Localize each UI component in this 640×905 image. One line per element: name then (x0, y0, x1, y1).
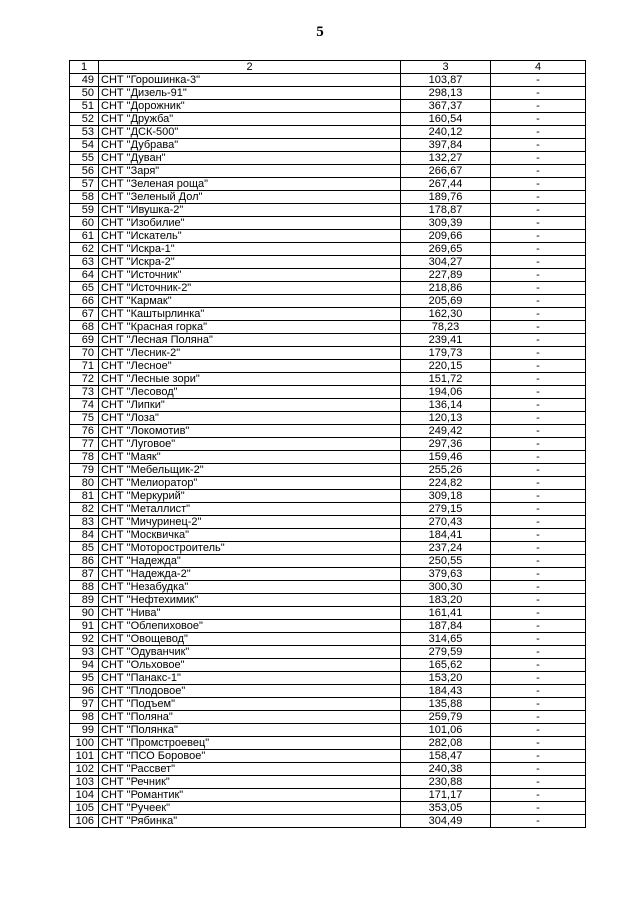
column-4-value: - (491, 139, 586, 152)
table-row (70, 399, 586, 412)
row-number: 73 (70, 386, 99, 399)
column-4-value: - (491, 568, 586, 581)
area-value: 159,46 (401, 451, 491, 464)
snt-name: СНТ "Рябинка" (99, 815, 401, 828)
area-value: 304,49 (401, 815, 491, 828)
row-number: 65 (70, 282, 99, 295)
table-row (70, 750, 586, 763)
column-4-value: - (491, 607, 586, 620)
row-number: 106 (70, 815, 99, 828)
table-row (70, 373, 586, 386)
area-value: 205,69 (401, 295, 491, 308)
column-4-value: - (491, 464, 586, 477)
column-4-value: - (491, 295, 586, 308)
table-row (70, 308, 586, 321)
table-row (70, 451, 586, 464)
table-row (70, 490, 586, 503)
area-value: 237,24 (401, 542, 491, 555)
snt-name: СНТ "Лесные зори" (99, 373, 401, 386)
row-number: 97 (70, 698, 99, 711)
table-row (70, 334, 586, 347)
table-row (70, 776, 586, 789)
column-4-value: - (491, 347, 586, 360)
snt-name: СНТ "Источник" (99, 269, 401, 282)
column-4-value: - (491, 425, 586, 438)
column-4-value: - (491, 438, 586, 451)
area-value: 304,27 (401, 256, 491, 269)
area-value: 153,20 (401, 672, 491, 685)
row-number: 77 (70, 438, 99, 451)
row-number: 59 (70, 204, 99, 217)
snt-name: СНТ "Дуван" (99, 152, 401, 165)
area-value: 309,39 (401, 217, 491, 230)
area-value: 183,20 (401, 594, 491, 607)
row-number: 84 (70, 529, 99, 542)
snt-name: СНТ "Ольховое" (99, 659, 401, 672)
table-row (70, 321, 586, 334)
table-row (70, 87, 586, 100)
area-value: 227,89 (401, 269, 491, 282)
snt-name: СНТ "Заря" (99, 165, 401, 178)
table-row (70, 191, 586, 204)
area-value: 160,54 (401, 113, 491, 126)
area-value: 135,88 (401, 698, 491, 711)
area-value: 309,18 (401, 490, 491, 503)
row-number: 93 (70, 646, 99, 659)
column-4-value: - (491, 204, 586, 217)
table-row (70, 763, 586, 776)
column-4-value: - (491, 126, 586, 139)
snt-name: СНТ "Надежда-2" (99, 568, 401, 581)
area-value: 187,84 (401, 620, 491, 633)
row-number: 75 (70, 412, 99, 425)
column-4-value: - (491, 815, 586, 828)
row-number: 99 (70, 724, 99, 737)
table-row (70, 503, 586, 516)
area-value: 209,66 (401, 230, 491, 243)
row-number: 79 (70, 464, 99, 477)
snt-name: СНТ "Источник-2" (99, 282, 401, 295)
column-4-value: - (491, 412, 586, 425)
area-value: 230,88 (401, 776, 491, 789)
column-4-value: - (491, 256, 586, 269)
area-value: 397,84 (401, 139, 491, 152)
column-4-value: - (491, 321, 586, 334)
snt-name: СНТ "Мелиоратор" (99, 477, 401, 490)
column-4-value: - (491, 763, 586, 776)
row-number: 89 (70, 594, 99, 607)
snt-name: СНТ "Лесник-2" (99, 347, 401, 360)
table-row (70, 516, 586, 529)
table-row (70, 386, 586, 399)
area-value: 165,62 (401, 659, 491, 672)
column-4-value: - (491, 594, 586, 607)
row-number: 49 (70, 74, 99, 87)
snt-name: СНТ "Красная горка" (99, 321, 401, 334)
snt-name: СНТ "Ивушка-2" (99, 204, 401, 217)
snt-name: СНТ "Речник" (99, 776, 401, 789)
row-number: 52 (70, 113, 99, 126)
area-value: 270,43 (401, 516, 491, 529)
snt-name: СНТ "Подъем" (99, 698, 401, 711)
snt-name: СНТ "Меркурий" (99, 490, 401, 503)
column-4-value: - (491, 308, 586, 321)
snt-name: СНТ "Дружба" (99, 113, 401, 126)
snt-name: СНТ "Липки" (99, 399, 401, 412)
snt-name: СНТ "Промстроевец" (99, 737, 401, 750)
row-number: 74 (70, 399, 99, 412)
table-row (70, 672, 586, 685)
row-number: 90 (70, 607, 99, 620)
header-row (70, 61, 586, 74)
row-number: 80 (70, 477, 99, 490)
column-4-value: - (491, 698, 586, 711)
column-4-value: - (491, 217, 586, 230)
area-value: 314,65 (401, 633, 491, 646)
row-number: 56 (70, 165, 99, 178)
row-number: 66 (70, 295, 99, 308)
column-4-value: - (491, 737, 586, 750)
snt-name: СНТ "Овощевод" (99, 633, 401, 646)
table-row (70, 620, 586, 633)
column-4-value: - (491, 282, 586, 295)
snt-name: СНТ "Лесовод" (99, 386, 401, 399)
snt-name: СНТ "Металлист" (99, 503, 401, 516)
snt-name: СНТ "Ручеек" (99, 802, 401, 815)
area-value: 259,79 (401, 711, 491, 724)
table-row (70, 230, 586, 243)
table-row (70, 204, 586, 217)
snt-name: СНТ "Лесная Поляна" (99, 334, 401, 347)
area-value: 379,63 (401, 568, 491, 581)
table-row (70, 269, 586, 282)
area-value: 178,87 (401, 204, 491, 217)
snt-name: СНТ "Плодовое" (99, 685, 401, 698)
snt-name: СНТ "ДСК-500" (99, 126, 401, 139)
area-value: 194,06 (401, 386, 491, 399)
area-value: 132,27 (401, 152, 491, 165)
snt-name: СНТ "Изобилие" (99, 217, 401, 230)
row-number: 72 (70, 373, 99, 386)
row-number: 51 (70, 100, 99, 113)
table-row (70, 633, 586, 646)
row-number: 67 (70, 308, 99, 321)
table-row (70, 165, 586, 178)
area-value: 279,15 (401, 503, 491, 516)
column-4-value: - (491, 581, 586, 594)
area-value: 171,17 (401, 789, 491, 802)
table-row (70, 438, 586, 451)
snt-name: СНТ "Каштырлинка" (99, 308, 401, 321)
area-value: 255,26 (401, 464, 491, 477)
area-value: 158,47 (401, 750, 491, 763)
column-4-value: - (491, 555, 586, 568)
table-row (70, 737, 586, 750)
area-value: 78,23 (401, 321, 491, 334)
table-row (70, 139, 586, 152)
area-value: 218,86 (401, 282, 491, 295)
table-row (70, 126, 586, 139)
snt-name: СНТ "Горошинка-3" (99, 74, 401, 87)
column-4-value: - (491, 373, 586, 386)
row-number: 94 (70, 659, 99, 672)
snt-name: СНТ "ПСО Боровое" (99, 750, 401, 763)
column-4-value: - (491, 724, 586, 737)
table-row (70, 607, 586, 620)
snt-name: СНТ "Романтик" (99, 789, 401, 802)
row-number: 100 (70, 737, 99, 750)
snt-name: СНТ "Облепиховое" (99, 620, 401, 633)
row-number: 68 (70, 321, 99, 334)
column-4-value: - (491, 789, 586, 802)
column-4-value: - (491, 113, 586, 126)
table-row (70, 529, 586, 542)
table-row (70, 724, 586, 737)
row-number: 85 (70, 542, 99, 555)
row-number: 64 (70, 269, 99, 282)
column-header-2: 2 (99, 61, 401, 74)
table-row (70, 659, 586, 672)
table-row (70, 594, 586, 607)
area-value: 367,37 (401, 100, 491, 113)
area-value: 179,73 (401, 347, 491, 360)
table-row (70, 360, 586, 373)
column-4-value: - (491, 620, 586, 633)
area-value: 184,43 (401, 685, 491, 698)
column-4-value: - (491, 178, 586, 191)
row-number: 102 (70, 763, 99, 776)
column-4-value: - (491, 633, 586, 646)
snt-name: СНТ "Лоза" (99, 412, 401, 425)
column-4-value: - (491, 399, 586, 412)
area-value: 240,38 (401, 763, 491, 776)
snt-name: СНТ "Дизель-91" (99, 87, 401, 100)
table-row (70, 711, 586, 724)
snt-table (69, 60, 586, 828)
table-row (70, 581, 586, 594)
column-4-value: - (491, 451, 586, 464)
row-number: 91 (70, 620, 99, 633)
table-row (70, 100, 586, 113)
snt-name: СНТ "Незабудка" (99, 581, 401, 594)
row-number: 69 (70, 334, 99, 347)
row-number: 92 (70, 633, 99, 646)
snt-name: СНТ "Мичуринец-2" (99, 516, 401, 529)
table-row (70, 256, 586, 269)
table-row (70, 243, 586, 256)
row-number: 78 (70, 451, 99, 464)
column-4-value: - (491, 386, 586, 399)
row-number: 86 (70, 555, 99, 568)
table-row (70, 646, 586, 659)
area-value: 239,41 (401, 334, 491, 347)
table-row (70, 178, 586, 191)
column-4-value: - (491, 776, 586, 789)
table-row (70, 464, 586, 477)
row-number: 105 (70, 802, 99, 815)
table-row (70, 685, 586, 698)
area-value: 266,67 (401, 165, 491, 178)
table-row (70, 113, 586, 126)
page-number: 5 (316, 24, 324, 40)
area-value: 353,05 (401, 802, 491, 815)
row-number: 96 (70, 685, 99, 698)
table-row (70, 815, 586, 828)
snt-name: СНТ "Поляна" (99, 711, 401, 724)
area-value: 267,44 (401, 178, 491, 191)
snt-name: СНТ "Рассвет" (99, 763, 401, 776)
column-4-value: - (491, 87, 586, 100)
area-value: 250,55 (401, 555, 491, 568)
column-4-value: - (491, 750, 586, 763)
table-row (70, 542, 586, 555)
area-value: 269,65 (401, 243, 491, 256)
column-header-4: 4 (491, 61, 586, 74)
column-4-value: - (491, 74, 586, 87)
area-value: 282,08 (401, 737, 491, 750)
column-4-value: - (491, 672, 586, 685)
area-value: 279,59 (401, 646, 491, 659)
column-4-value: - (491, 711, 586, 724)
column-4-value: - (491, 646, 586, 659)
column-4-value: - (491, 243, 586, 256)
snt-name: СНТ "Зеленый Дол" (99, 191, 401, 204)
row-number: 54 (70, 139, 99, 152)
snt-name: СНТ "Зеленая роща" (99, 178, 401, 191)
area-value: 120,13 (401, 412, 491, 425)
snt-name: СНТ "Маяк" (99, 451, 401, 464)
column-4-value: - (491, 100, 586, 113)
row-number: 53 (70, 126, 99, 139)
row-number: 83 (70, 516, 99, 529)
column-header-3: 3 (401, 61, 491, 74)
snt-name: СНТ "Москвичка" (99, 529, 401, 542)
row-number: 61 (70, 230, 99, 243)
row-number: 95 (70, 672, 99, 685)
row-number: 63 (70, 256, 99, 269)
row-number: 104 (70, 789, 99, 802)
table-body (70, 74, 586, 828)
row-number: 103 (70, 776, 99, 789)
area-value: 220,15 (401, 360, 491, 373)
table-row (70, 217, 586, 230)
column-4-value: - (491, 516, 586, 529)
row-number: 55 (70, 152, 99, 165)
table-row (70, 412, 586, 425)
column-4-value: - (491, 503, 586, 516)
column-4-value: - (491, 334, 586, 347)
snt-name: СНТ "Искра-2" (99, 256, 401, 269)
snt-name: СНТ "Нефтехимик" (99, 594, 401, 607)
area-value: 101,06 (401, 724, 491, 737)
area-value: 151,72 (401, 373, 491, 386)
column-4-value: - (491, 542, 586, 555)
row-number: 71 (70, 360, 99, 373)
snt-name: СНТ "Дорожник" (99, 100, 401, 113)
table-row (70, 802, 586, 815)
area-value: 161,41 (401, 607, 491, 620)
column-4-value: - (491, 191, 586, 204)
row-number: 101 (70, 750, 99, 763)
snt-name: СНТ "Дубрава" (99, 139, 401, 152)
snt-name: СНТ "Искра-1" (99, 243, 401, 256)
snt-name: СНТ "Панакс-1" (99, 672, 401, 685)
table-row (70, 568, 586, 581)
snt-name: СНТ "Кармак" (99, 295, 401, 308)
area-value: 297,36 (401, 438, 491, 451)
snt-name: СНТ "Полянка" (99, 724, 401, 737)
area-value: 300,30 (401, 581, 491, 594)
table-row (70, 698, 586, 711)
row-number: 81 (70, 490, 99, 503)
row-number: 50 (70, 87, 99, 100)
snt-name: СНТ "Моторостроитель" (99, 542, 401, 555)
row-number: 87 (70, 568, 99, 581)
column-4-value: - (491, 477, 586, 490)
column-4-value: - (491, 165, 586, 178)
table-row (70, 295, 586, 308)
column-4-value: - (491, 529, 586, 542)
row-number: 57 (70, 178, 99, 191)
table-row (70, 74, 586, 87)
row-number: 76 (70, 425, 99, 438)
column-4-value: - (491, 360, 586, 373)
table-row (70, 477, 586, 490)
column-4-value: - (491, 659, 586, 672)
table-row (70, 789, 586, 802)
snt-name: СНТ "Нива" (99, 607, 401, 620)
area-value: 162,30 (401, 308, 491, 321)
area-value: 136,14 (401, 399, 491, 412)
area-value: 189,76 (401, 191, 491, 204)
snt-name: СНТ "Мебельщик-2" (99, 464, 401, 477)
column-4-value: - (491, 802, 586, 815)
area-value: 184,41 (401, 529, 491, 542)
snt-name: СНТ "Одуванчик" (99, 646, 401, 659)
table-row (70, 425, 586, 438)
snt-name: СНТ "Локомотив" (99, 425, 401, 438)
column-4-value: - (491, 685, 586, 698)
table-row (70, 347, 586, 360)
column-4-value: - (491, 269, 586, 282)
column-4-value: - (491, 490, 586, 503)
column-4-value: - (491, 230, 586, 243)
area-value: 103,87 (401, 74, 491, 87)
row-number: 70 (70, 347, 99, 360)
area-value: 249,42 (401, 425, 491, 438)
column-header-1: 1 (70, 61, 99, 74)
snt-name: СНТ "Луговое" (99, 438, 401, 451)
row-number: 60 (70, 217, 99, 230)
snt-name: СНТ "Надежда" (99, 555, 401, 568)
snt-name: СНТ "Лесное" (99, 360, 401, 373)
row-number: 88 (70, 581, 99, 594)
table-row (70, 555, 586, 568)
row-number: 58 (70, 191, 99, 204)
table-row (70, 152, 586, 165)
area-value: 224,82 (401, 477, 491, 490)
area-value: 240,12 (401, 126, 491, 139)
row-number: 82 (70, 503, 99, 516)
row-number: 98 (70, 711, 99, 724)
snt-name: СНТ "Искатель" (99, 230, 401, 243)
column-4-value: - (491, 152, 586, 165)
area-value: 298,13 (401, 87, 491, 100)
table-row (70, 282, 586, 295)
row-number: 62 (70, 243, 99, 256)
